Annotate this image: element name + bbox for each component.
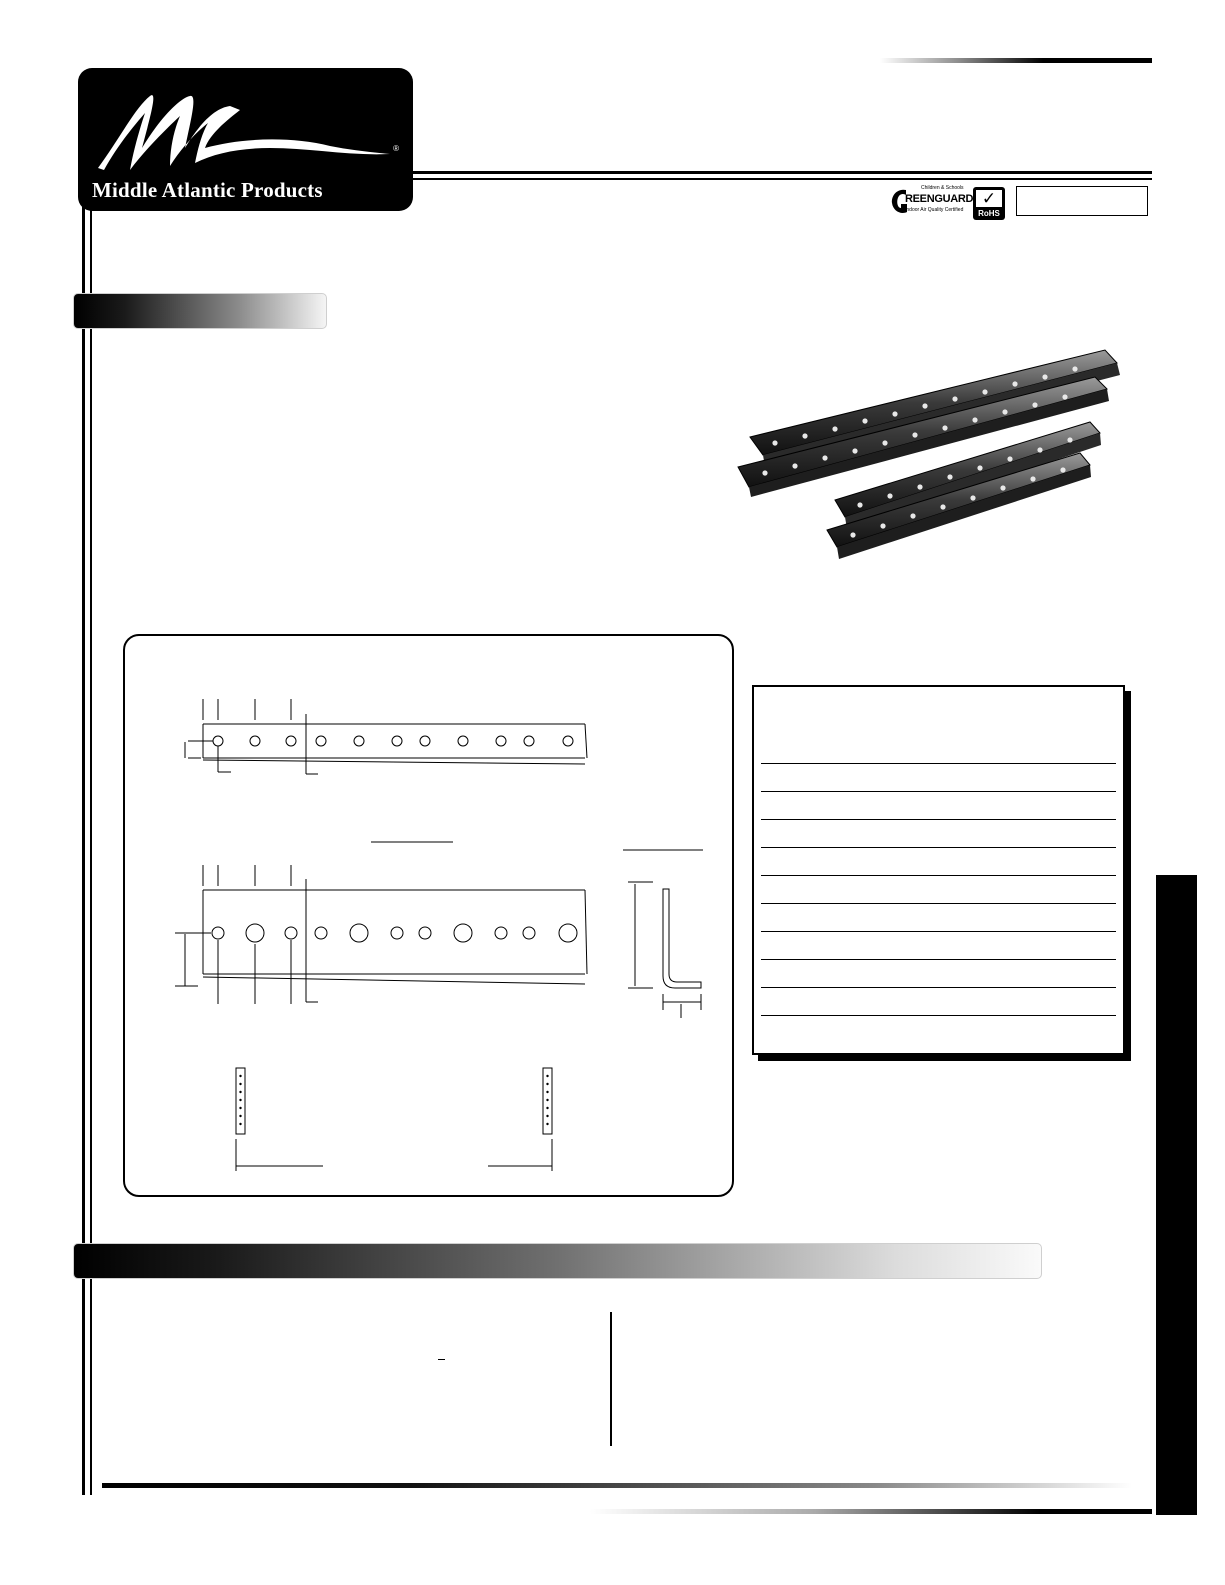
specification-table [752,685,1125,1055]
table-row-divider [761,931,1116,932]
registered-mark: ® [393,144,399,153]
table-row-divider [761,875,1116,876]
stray-mark [438,1359,445,1360]
header-double-rule-top [413,171,1152,174]
left-margin-line-outer [82,205,85,1495]
header-top-rule [880,58,1152,63]
greenguard-word: REENGUARD [905,193,974,205]
greenguard-badge [891,184,974,218]
greenguard-subtext: Indoor Air Quality Certified [905,207,964,213]
column-divider [610,1312,612,1446]
check-icon: ✓ [976,190,1002,207]
section-header-bar-top [73,293,327,329]
greenguard-top-text: Children & Schools [921,185,964,191]
header-double-rule-bottom [413,178,1152,180]
table-row-divider [761,847,1116,848]
footer-rule-top [102,1483,1132,1488]
rail-drawing-double-lace [175,865,587,1004]
table-row-divider [761,1015,1116,1016]
left-margin-line-inner [90,205,92,1495]
rackrail-product-photo [735,345,1135,575]
rail-angle-profile [628,882,701,1018]
table-row-divider [761,903,1116,904]
rohs-badge [973,187,1005,220]
company-logo [78,68,413,211]
section-header-bar-bottom [73,1243,1042,1279]
table-row-divider [761,791,1116,792]
dimension-drawing [123,634,734,1197]
rail-pair-spacing [236,1068,552,1171]
rohs-label: RoHS [978,209,1000,218]
table-row-divider [761,959,1116,960]
model-number-box [1016,186,1148,216]
side-section-tab [1156,875,1197,1515]
footer-rule-bottom [590,1509,1152,1514]
ma-logo-icon [90,78,390,178]
table-row-divider [761,819,1116,820]
table-row-divider [761,987,1116,988]
table-row-divider [761,763,1116,764]
rail-drawing-single-lace [185,699,587,774]
company-name: Middle Atlantic Products [92,178,323,202]
